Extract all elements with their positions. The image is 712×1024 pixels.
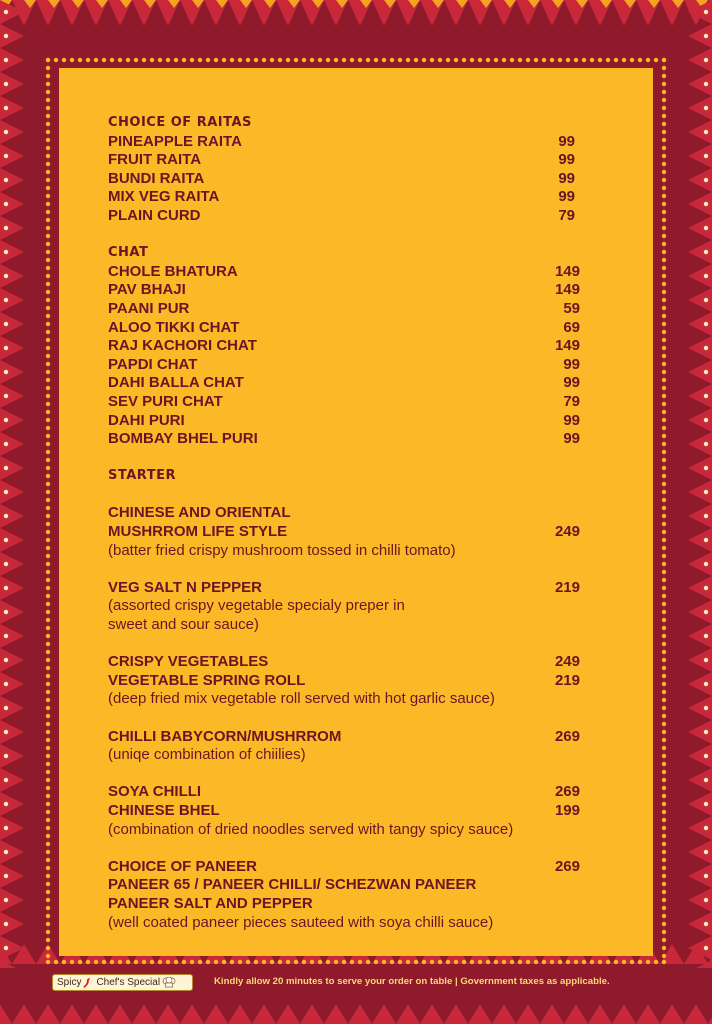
menu-item-name: BOMBAY BHEL PURI (108, 430, 258, 448)
menu-item-name: DAHI BALLA CHAT (108, 374, 244, 392)
menu-item (108, 579, 580, 598)
menu-item-name: SEV PURI CHAT (108, 392, 223, 410)
menu-item-name: BUNDI RAITA (108, 169, 205, 187)
menu-item-description: (combination of dried noodles served with tangy spicy sauce) (108, 820, 514, 838)
menu-item-price (540, 895, 580, 914)
menu-item-name: CHILLI BABYCORN/MUSHRROM (108, 727, 342, 745)
menu-item-price: 249 (554, 653, 580, 671)
menu-item (108, 802, 580, 821)
menu-item-price (540, 504, 580, 523)
menu-item-name: PANEER 65 / PANEER CHILLI/ SCHEZWAN PANEER (108, 876, 477, 894)
menu-item-description: (well coated paneer pieces sauteed with soya chilli sauce) (108, 913, 494, 931)
menu-item (108, 281, 580, 300)
menu-item-price: 79 (563, 392, 580, 410)
menu-item-price: 149 (554, 337, 580, 355)
menu-item (108, 300, 580, 319)
menu-item-price: 79 (558, 206, 575, 224)
menu-item-price: 149 (554, 281, 580, 299)
menu-item (108, 170, 580, 189)
menu-item-name: CHOICE OF PANEER (108, 857, 257, 875)
menu-item (108, 858, 580, 877)
chef-hat-icon (162, 977, 176, 988)
menu-item-price: 99 (563, 374, 580, 392)
menu-item-description: sweet and sour sauce) (108, 616, 259, 634)
menu-content (108, 114, 580, 932)
section-title-raitas: CHOICE OF RAITAS (108, 115, 252, 130)
menu-item-name: PLAIN CURD (108, 206, 201, 224)
chili-icon (83, 978, 91, 988)
menu-item-name: PANEER SALT AND PEPPER (108, 894, 313, 912)
menu-item-price: 99 (563, 355, 580, 373)
menu-item-price: 99 (558, 132, 575, 150)
menu-item-name: RAJ KACHORI CHAT (108, 337, 257, 355)
menu-item (108, 356, 580, 375)
section-title-chat: CHAT (108, 245, 149, 261)
menu-item (108, 876, 580, 895)
menu-item-name: PAV BHAJI (108, 281, 186, 299)
menu-item-price: 269 (554, 727, 580, 745)
legend-box (52, 974, 193, 991)
menu-item-price: 219 (554, 578, 580, 596)
menu-item-name: PAANI PUR (108, 299, 190, 317)
menu-item (108, 151, 580, 170)
menu-item (108, 672, 580, 691)
menu-item (108, 430, 580, 449)
menu-item-price (540, 876, 580, 895)
menu-item-price: 59 (563, 299, 580, 317)
menu-item-name: PAPDI CHAT (108, 355, 198, 373)
menu-item-name: CHINESE BHEL (108, 801, 220, 819)
menu-item (108, 895, 580, 914)
menu-item-name: VEG SALT N PEPPER (108, 578, 262, 596)
menu-item (108, 319, 580, 338)
menu-item (108, 133, 580, 152)
legend-chef-label: Chef's Special (96, 977, 161, 988)
menu-item-price: 149 (554, 262, 580, 280)
menu-item (108, 374, 580, 393)
menu-item-name: MIX VEG RAITA (108, 188, 220, 206)
menu-item-price: 69 (563, 318, 580, 336)
menu-item (108, 207, 580, 226)
menu-item (108, 728, 580, 747)
menu-item (108, 393, 580, 412)
menu-item-description: (batter fried crispy mushroom tossed in chilli tomato) (108, 541, 456, 559)
menu-item-price: 219 (554, 671, 580, 689)
section-title-starter: STARTER (108, 468, 176, 484)
menu-item (108, 337, 580, 356)
menu-item (108, 504, 580, 523)
menu-item-name: VEGETABLE SPRING ROLL (108, 671, 306, 689)
menu-item (108, 653, 580, 672)
menu-item-name: SOYA CHILLI (108, 783, 202, 801)
menu-item (108, 188, 580, 207)
menu-item (108, 523, 580, 542)
chat-list (108, 263, 580, 449)
menu-item-price: 199 (554, 801, 580, 819)
starter-list (108, 504, 580, 932)
menu-item-description: (assorted crispy vegetable specialy preper in (108, 597, 405, 615)
menu-item-name: CRISPY VEGETABLES (108, 653, 269, 671)
menu-item-price: 99 (558, 151, 575, 169)
menu-item-name: MUSHRROM LIFE STYLE (108, 523, 288, 541)
legend-spicy-label: Spicy (57, 977, 82, 988)
menu-item-price: 99 (558, 188, 575, 206)
footer-note: Kindly allow 20 minutes to serve your order on table | Government taxes as applicable. (214, 976, 610, 987)
menu-item-name: CHOLE BHATURA (108, 262, 238, 280)
menu-item-name: DAHI PURI (108, 411, 185, 429)
menu-item (108, 412, 580, 431)
menu-item-name: ALOO TIKKI CHAT (108, 318, 240, 336)
menu-item-description: (deep fried mix vegetable roll served with hot garlic sauce) (108, 690, 495, 708)
menu-item-price: 249 (554, 523, 580, 541)
menu-item-price: 269 (554, 857, 580, 875)
menu-item-name: PINEAPPLE RAITA (108, 132, 242, 150)
menu-item-name: CHINESE AND ORIENTAL (108, 504, 291, 522)
menu-item-description: (uniqe combination of chiilies) (108, 746, 306, 764)
raitas-list (108, 133, 580, 226)
menu-item-price: 269 (554, 783, 580, 801)
menu-item (108, 263, 580, 282)
menu-item-price: 99 (563, 411, 580, 429)
menu-item-name: FRUIT RAITA (108, 151, 202, 169)
menu-item (108, 783, 580, 802)
menu-item-price: 99 (558, 169, 575, 187)
menu-item-price: 99 (563, 430, 580, 448)
